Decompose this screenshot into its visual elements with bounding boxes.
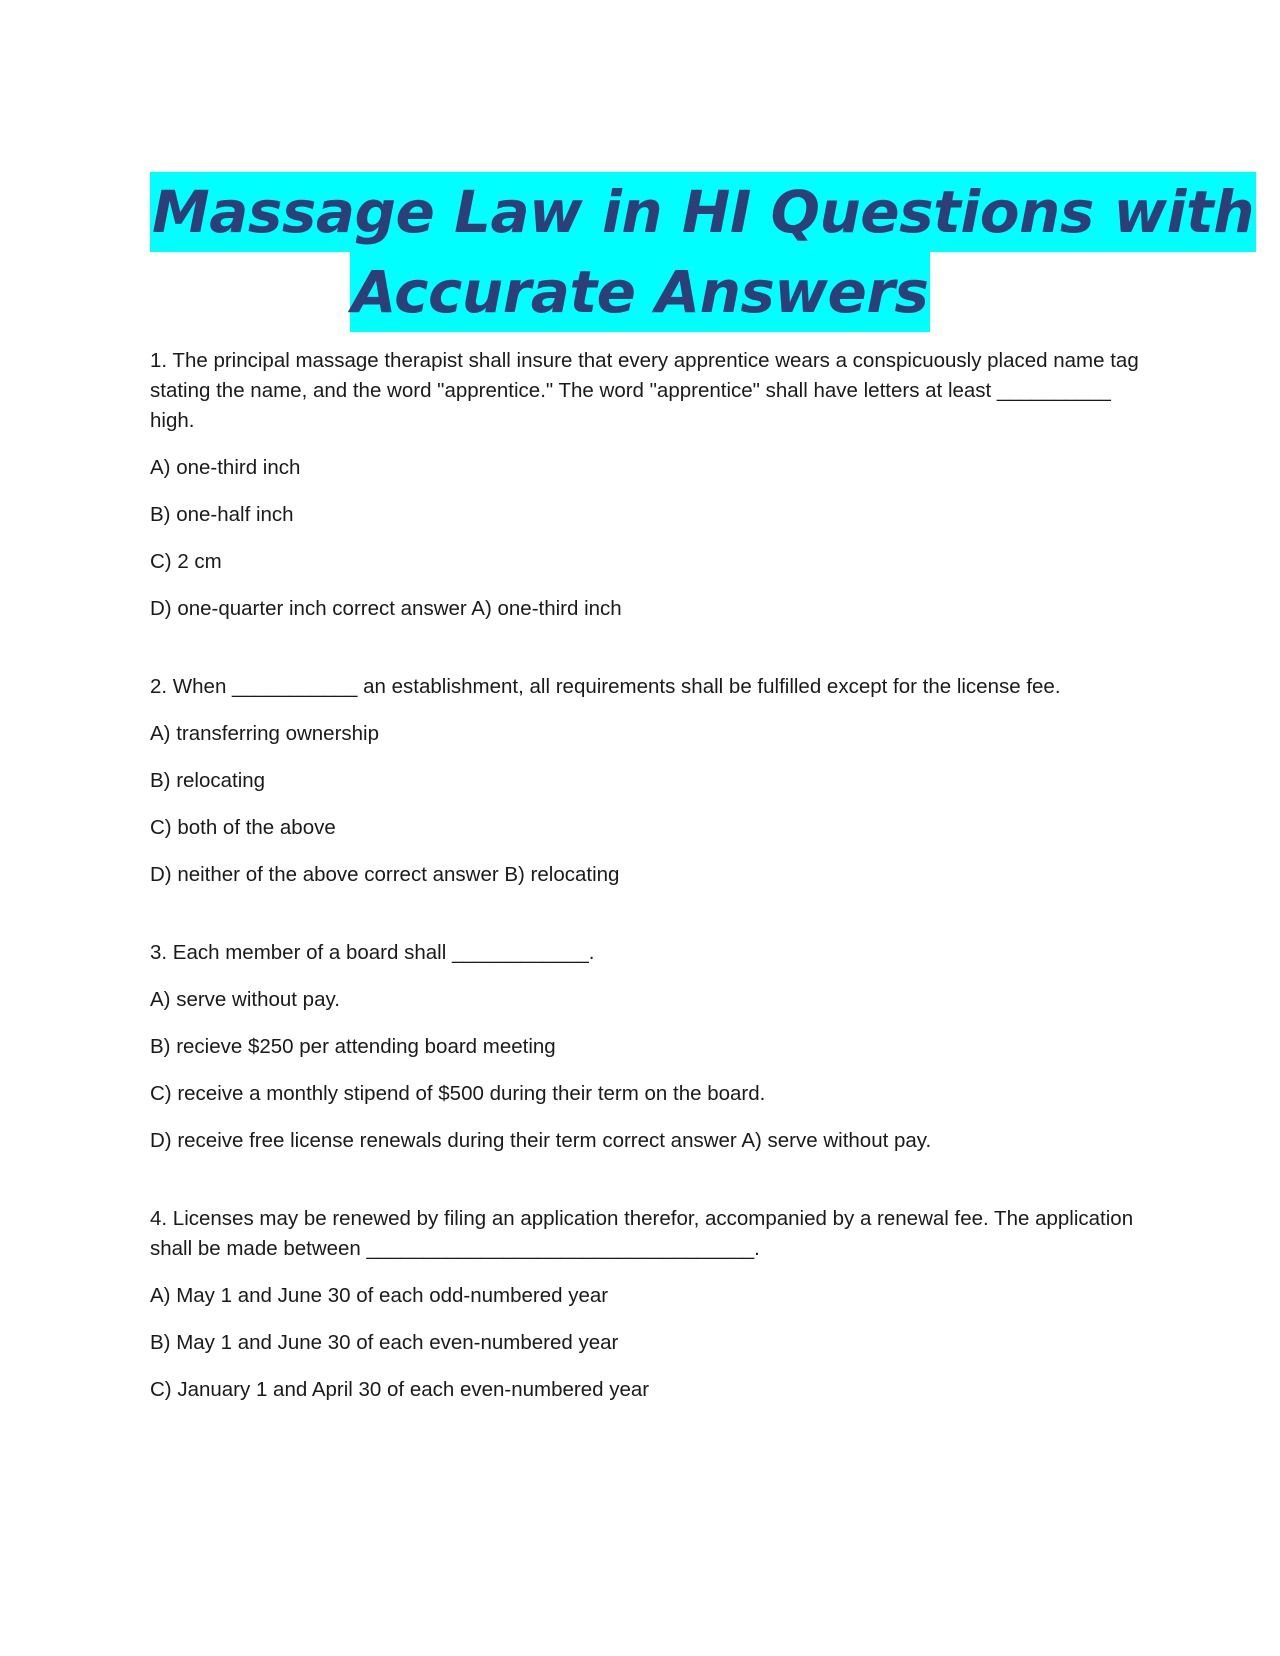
question-block-2 (150, 672, 1140, 890)
question-text: 1. The principal massage therapist shall insure that every apprentice wears a conspicuously placed name tag stating the name, and the word "apprentice." The word "apprentice" shall have letters at least __________ high. (150, 349, 1139, 432)
answer-option: B) one-half inch (150, 503, 294, 526)
title-line-1: Massage Law in HI Questions with (150, 172, 1256, 252)
answer-option: B) recieve $250 per attending board meeting (150, 1035, 556, 1058)
answer-option: B) relocating (150, 769, 266, 792)
question-text: 2. When ___________ an establishment, all requirements shall be fulfilled except for the license fee. (150, 675, 1061, 698)
answer-option: C) January 1 and April 30 of each even-numbered year (150, 1378, 650, 1401)
answer-option: C) 2 cm (150, 550, 222, 573)
answer-option: A) serve without pay. (150, 988, 340, 1011)
answer-option: D) neither of the above correct answer B) relocating (150, 863, 620, 886)
answer-option: A) May 1 and June 30 of each odd-numbered year (150, 1284, 609, 1307)
answer-option: C) receive a monthly stipend of $500 during their term on the board. (150, 1082, 766, 1105)
question-block-4 (150, 1204, 1140, 1405)
question-text: 4. Licenses may be renewed by filing an application therefor, accompanied by a renewal fee. The application shall be made between __________________________________. (150, 1207, 1134, 1260)
answer-option: A) transferring ownership (150, 722, 380, 745)
question-text: 3. Each member of a board shall ____________. (150, 941, 595, 964)
answer-option: A) one-third inch (150, 456, 301, 479)
document-title (150, 172, 1255, 332)
answer-option: B) May 1 and June 30 of each even-numbered year (150, 1331, 619, 1354)
answer-option: D) receive free license renewals during their term correct answer A) serve without pay. (150, 1129, 932, 1152)
question-list (150, 346, 1140, 1422)
answer-option: D) one-quarter inch correct answer A) one-third inch (150, 597, 622, 620)
question-block-3 (150, 938, 1140, 1156)
question-block-1 (150, 346, 1140, 624)
title-line-2: Accurate Answers (350, 252, 931, 332)
answer-option: C) both of the above (150, 816, 336, 839)
